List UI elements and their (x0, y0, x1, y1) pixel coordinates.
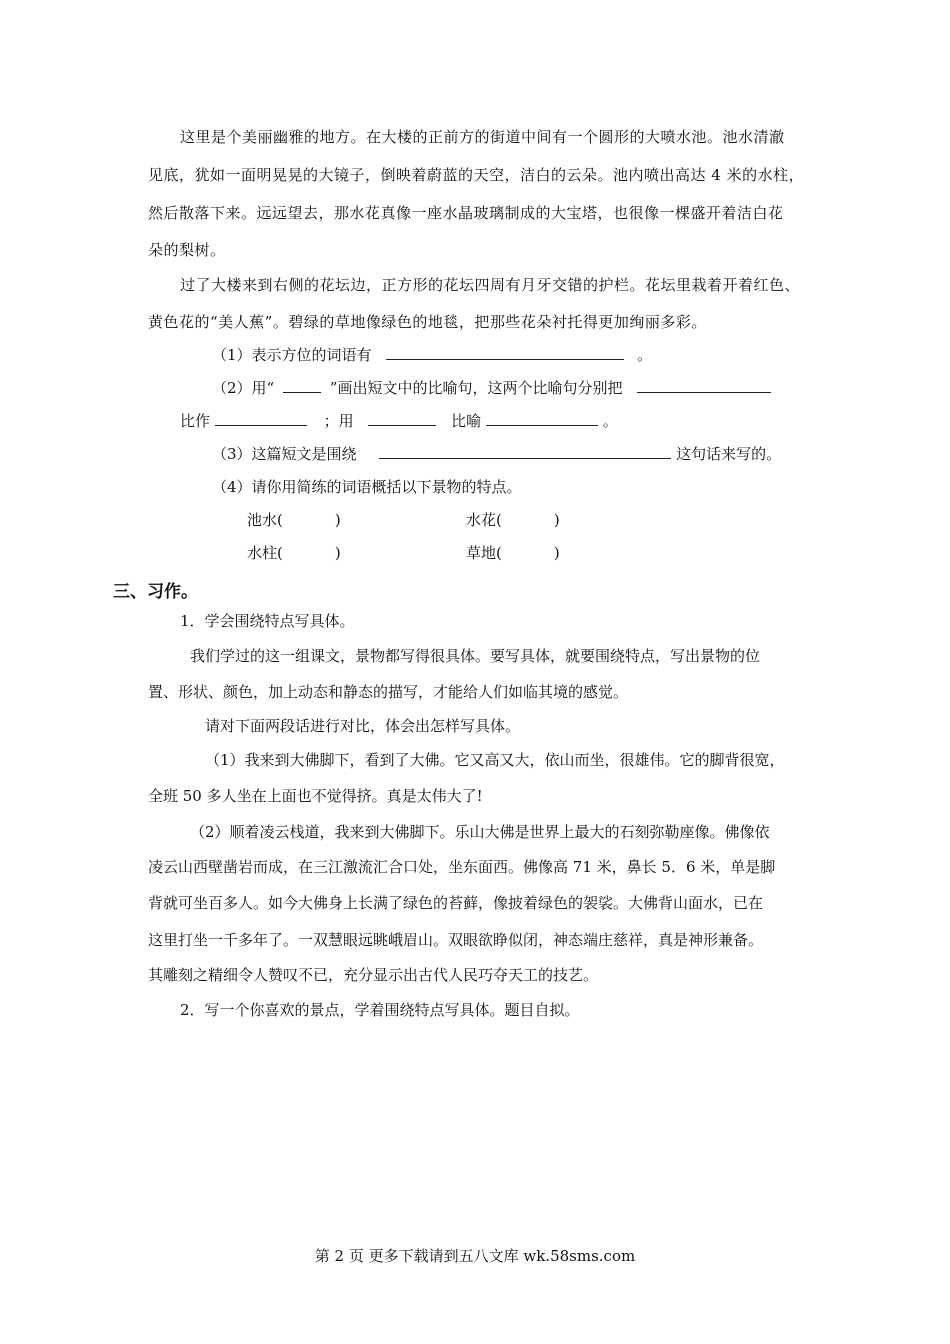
q4-item-caodi-close: ) (553, 544, 560, 562)
question-2-blank-3[interactable] (368, 411, 436, 426)
example-1-line1: （1）我来到大佛脚下，看到了大佛。它又高又大，依山而坐，很雄伟。它的脚背很宽， (205, 751, 785, 769)
passage-p2-line1: 过了大楼来到右侧的花坛边，正方形的花坛四周有月牙交错的护栏。花坛里栽着开着红色、 (180, 276, 801, 294)
question-3-blank[interactable] (379, 444, 671, 459)
task-1-paragraph-line2: 置、形状、颜色，加上动态和静态的描写，才能给人们如临其境的感觉。 (148, 683, 629, 701)
question-2-blank-1[interactable] (637, 378, 771, 393)
question-2-blank-4[interactable] (486, 411, 598, 426)
question-2-line2 (180, 411, 618, 431)
passage-p2-line2: 黄色花的“美人蕉”。碧绿的草地像绿色的地毯，把那些花朵衬托得更加绚丽多彩。 (148, 313, 707, 331)
question-2-line2-d: 。 (602, 412, 618, 430)
passage-p1-line2: 见底，犹如一面明晃晃的大镜子，倒映着蔚蓝的天空，洁白的云朵。池内喷出高达 4 米的水柱， (148, 166, 805, 184)
question-2-line2-b: ；用 (323, 412, 354, 430)
passage-p1-line3: 然后散落下来。远远望去，那水花真像一座水晶玻璃制成的大宝塔，也很像一棵盛开着洁白花 (148, 204, 784, 222)
compare-instruction: 请对下面两段话进行对比，体会出怎样写具体。 (205, 717, 521, 735)
example-2-line3: 背就可坐百多人。如今大佛身上长满了绿色的苔藓，像披着绿色的袈裟。大佛背山面水，已在 (148, 894, 764, 912)
question-2-text-a: （2）用“ (212, 379, 275, 397)
question-2-blank-2[interactable] (215, 411, 307, 426)
q4-item-shuizhu-close: ) (334, 544, 341, 562)
question-1 (212, 345, 652, 365)
question-2-underline-mark (283, 378, 321, 393)
question-3-text: （3）这篇短文是围绕 (212, 445, 357, 463)
question-1-end: 。 (637, 346, 653, 364)
q4-item-chishui (247, 510, 341, 530)
task-1-paragraph-line1: 我们学过的这一组课文，景物都写得很具体。要写具体，就要围绕特点，写出景物的位 (190, 647, 761, 665)
page-footer: 第 2 页 更多下载请到五八文库 wk.58sms.com (314, 1247, 636, 1265)
example-1-line2: 全班 50 多人坐在上面也不觉得挤。真是太伟大了! (148, 787, 483, 805)
task-1-title: 1．学会围绕特点写具体。 (180, 612, 355, 630)
question-2 (212, 378, 771, 398)
example-2-line1: （2）顺着凌云栈道，我来到大佛脚下。乐山大佛是世界上最大的石刻弥勒座像。佛像依 (190, 823, 770, 841)
section-3-heading: 三、习作。 (113, 582, 198, 602)
passage-p1-line4: 朵的梨树。 (148, 241, 226, 259)
q4-item-shuihua-label: 水花( (466, 511, 502, 529)
q4-item-shuihua (466, 510, 560, 530)
example-2-line4: 这里打坐一千多年了。一双慧眼远眺峨眉山。双眼欲睁似闭，神态端庄慈祥，真是神形兼备。 (148, 931, 764, 949)
question-2-text-b: ”画出短文中的比喻句，这两个比喻句分别把 (329, 379, 623, 397)
question-2-line2-c: 比喻 (451, 412, 482, 430)
question-1-text: （1）表示方位的词语有 (212, 346, 372, 364)
question-3-end: 这句话来写的。 (676, 445, 782, 463)
question-3 (212, 444, 781, 464)
question-2-line2-a: 比作 (180, 412, 211, 430)
q4-item-caodi (466, 543, 560, 563)
q4-item-shuizhu-label: 水柱( (247, 544, 283, 562)
task-2-title: 2．写一个你喜欢的景点，学着围绕特点写具体。题目自拟。 (180, 1001, 580, 1019)
example-2-line2: 凌云山西壁凿岩而成，在三江激流汇合口处，坐东面西。佛像高 71 米，鼻长 5．6 米，单是脚 (148, 858, 776, 876)
q4-item-shuihua-close: ) (553, 511, 560, 529)
q4-item-shuizhu (247, 543, 341, 563)
passage-p1-line1: 这里是个美丽幽雅的地方。在大楼的正前方的街道中间有一个圆形的大喷水池。池水清澈 (180, 128, 785, 146)
question-1-blank[interactable] (386, 345, 624, 360)
q4-item-chishui-label: 池水( (247, 511, 283, 529)
question-4-text: （4）请你用简练的词语概括以下景物的特点。 (212, 478, 522, 496)
example-2-line5: 其雕刻之精细令人赞叹不已，充分显示出古代人民巧夺天工的技艺。 (148, 966, 599, 984)
q4-item-chishui-close: ) (334, 511, 341, 529)
q4-item-caodi-label: 草地( (466, 544, 502, 562)
